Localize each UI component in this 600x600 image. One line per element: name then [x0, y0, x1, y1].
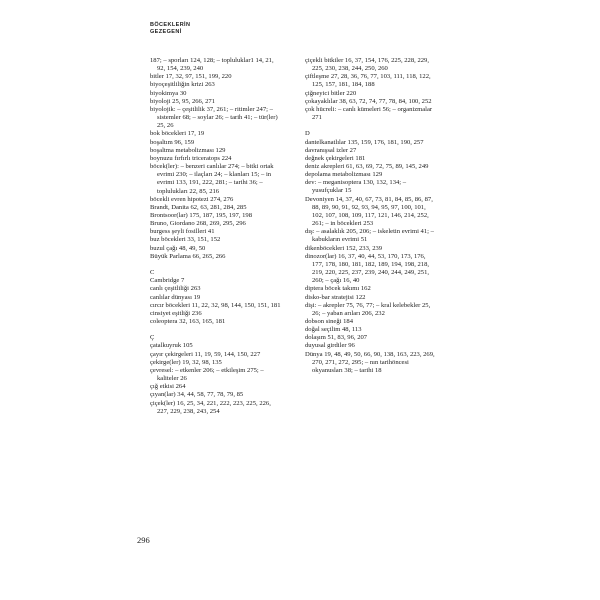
- index-entry: Devoniyen 14, 37, 40, 67, 73, 81, 84, 85, 86, 87, 88, 89, 90, 91, 92, 93, 94, 95, 97, 100, 101, 102, 107, 108, 109, 117, 121, 146, 214, 252, 261; – in böcekleri 253: [305, 195, 433, 228]
- index-entry: canlı çeşitliliği 263: [150, 285, 201, 293]
- running-head-title-line2: GEZEGENİ: [150, 29, 182, 35]
- index-entry: bok böcekleri 17, 19: [150, 130, 205, 138]
- index-entry: burgess şeyli fosilleri 41: [150, 228, 215, 236]
- index-entry: çıyan(lar) 34, 44, 58, 77, 78, 79, 85: [150, 391, 244, 399]
- index-entry: buz böcekleri 33, 151, 152: [150, 236, 221, 244]
- index-entry: Bruno, Giordano 268, 269, 295, 296: [150, 220, 246, 228]
- index-entry: çiftleşme 27, 28, 36, 76, 77, 103, 111, 118, 122, 125, 157, 181, 184, 188: [305, 73, 431, 89]
- section-letter-heading: D: [305, 130, 310, 138]
- index-entry: dantelkanatlılar 135, 159, 176, 181, 190, 257: [305, 138, 424, 146]
- index-entry: dişi: – akrepler 75, 76, 77; – kral kelebekler 25, 26; – yaban arıları 206, 232: [305, 301, 431, 317]
- index-entry: boynuzu fırfırlı triceratops 224: [150, 154, 232, 162]
- index-entry: Cambridge 7: [150, 277, 185, 285]
- index-entry: cinsiyet eşitliği 236: [150, 309, 202, 317]
- index-entry: Büyük Parlama 66, 265, 266: [150, 252, 226, 260]
- index-entry: Brontsoor(lar) 175, 187, 195, 197, 198: [150, 211, 253, 219]
- index-entry: depolama metabolizması 129: [305, 171, 383, 179]
- index-entry: cırcır böcekleri 11, 22, 32, 98, 144, 150, 151, 181: [150, 301, 281, 309]
- index-entry: biyoloji 25, 95, 266, 271: [150, 97, 216, 105]
- index-entry: dikenböcekleri 152, 233, 239: [305, 244, 383, 252]
- index-entry: değnek çekirgeleri 181: [305, 154, 366, 162]
- index-entry: davranışsal izler 27: [305, 146, 357, 154]
- running-head-title-line1: BÖCEKLERİN: [150, 22, 191, 28]
- index-entry: Brandt, Danita 62, 63, 281, 284, 285: [150, 203, 247, 211]
- index-entry: boşaltım 96, 159: [150, 138, 195, 146]
- index-entry: çatalkuyruk 105: [150, 342, 193, 350]
- section-letter-heading: Ç: [150, 334, 155, 342]
- index-entry: bitler 17, 32, 97, 151, 199, 220: [150, 73, 232, 81]
- index-entry: dış: – asalaklık 205, 206; – iskeletin evrimi 41; – kabukların evrimi 51: [305, 228, 434, 244]
- section-gap: [150, 261, 283, 269]
- index-entry: buzul çağı 48, 49, 50: [150, 244, 206, 252]
- index-entry: diptera böcek takımı 162: [305, 285, 371, 293]
- index-column-left: [150, 57, 283, 416]
- index-entry: dolaşım 51, 83, 96, 207: [305, 334, 368, 342]
- index-entry: biyoçeşitliliğin krizi 263: [150, 81, 215, 89]
- index-column-right: [305, 57, 438, 375]
- index-entry: böcek(ler): – benzeri canlılar 274; – bitki ortak evrimi 230; – ilaçları 24; – klanları 15; – in evrimi 133, 191, 222, 281; – tarihi 36; – toplulukları 22, 85, 216: [150, 163, 274, 195]
- index-entry: böcekli evren hipotezi 274, 276: [150, 195, 234, 203]
- running-head: [150, 22, 190, 36]
- index-entry: disko-bar stratejisi 122: [305, 293, 366, 301]
- index-entry: dobson sineği 184: [305, 317, 353, 325]
- index-entry: çekirge(ler) 19, 32, 98, 135: [150, 358, 222, 366]
- index-entry: dinozor(lar) 16, 37, 40, 44, 53, 170, 173, 176, 177, 178, 180, 181, 182, 189, 194, 198, 218, 219, 220, 225, 237, 239, 240, 244, 249, 251, 260; – çağı 16, 40: [305, 252, 430, 285]
- index-entry: doğal seçilim 48, 113: [305, 326, 362, 334]
- section-gap: [150, 326, 283, 334]
- index-entry: biyokimya 30: [150, 89, 187, 97]
- index-entry: çayır çekirgeleri 11, 19, 59, 144, 150, 227: [150, 350, 261, 358]
- page-number: 296: [137, 535, 150, 545]
- index-entry: coleoptera 32, 163, 165, 181: [150, 317, 226, 325]
- index-entry: çokayaklılar 38, 63, 72, 74, 77, 78, 84, 100, 252: [305, 97, 432, 105]
- index-entry: çiçekli bitkiler 16, 37, 154, 176, 225, 228, 229, 225, 230, 238, 244, 250, 260: [305, 57, 429, 73]
- index-entry: biyolojik: – çeşitlilik 37, 261; – ritimler 247; – sistemler 68; – soylar 26; – tarih 41; – tür(ler) 25, 26: [150, 105, 278, 130]
- index-entry: çiğneyici bitler 220: [305, 89, 357, 97]
- index-entry: duyusal girdiler 96: [305, 342, 355, 350]
- section-gap: [305, 122, 438, 130]
- index-entry: canlılar dünyası 19: [150, 293, 201, 301]
- index-entry: çevresel: – etkenler 206; – etkileşim 275; – kaliteler 26: [150, 366, 264, 383]
- section-letter-heading: C: [150, 269, 155, 277]
- index-entry: çığ etkisi 264: [150, 383, 186, 391]
- index-entry: dev: – meganisoptera 130, 132, 134; – yusufçuklar 15: [305, 179, 407, 195]
- index-entry: çiçek(ler) 16, 25, 34, 221, 222, 223, 225, 226, 227, 229, 238, 243, 254: [150, 399, 271, 415]
- index-entry: deniz akrepleri 61, 63, 69, 72, 75, 89, 145, 249: [305, 163, 429, 170]
- index-entry: çok hücreli: – canlı kümeleri 56; – organizmalar 271: [305, 105, 433, 122]
- index-entry: Dünya 19, 48, 49, 50, 66, 90, 138, 163, 223, 269, 270, 271, 272, 295; – nın tarihöncesi okyanusları 38; – tarihi 18: [305, 350, 435, 374]
- index-entry: 187; – sporları 124, 128; – topluluklar1 14, 21, 92, 154, 239, 240: [150, 57, 274, 73]
- index-entry: boşaltma metabolizması 129: [150, 146, 226, 154]
